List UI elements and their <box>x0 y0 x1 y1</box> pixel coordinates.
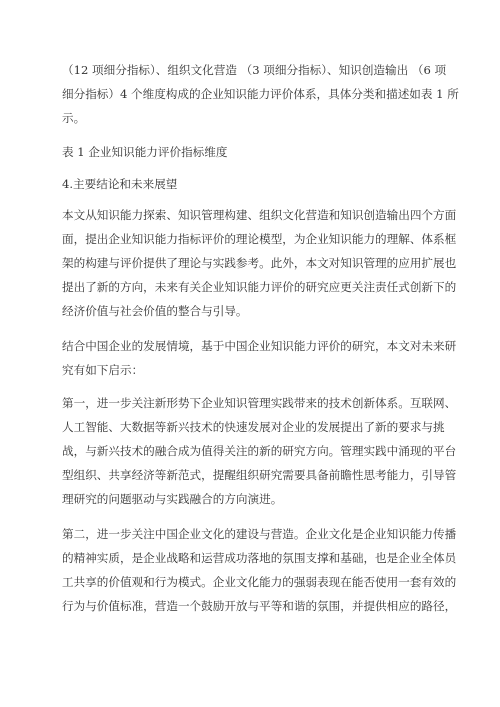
paragraph-second-implication <box>62 522 457 618</box>
text-line: 本文从知识能力探索、知识管理构建、组织文化营造和知识创造输出四个方面 <box>62 208 457 222</box>
text-line: 究有如下启示： <box>62 363 144 377</box>
text-line: 提出了新的方向，未来有关企业知识能力评价的研究应更关注责任式创新下的 <box>62 280 457 294</box>
text-line: 人工智能、大数据等新兴技术的快速发展对企业的发展提出了新的要求与挑 <box>62 420 445 434</box>
text-line: 第二，进一步关注中国企业文化的建设与营造。企业文化是企业知识能力传播 <box>62 527 457 541</box>
paragraph-implications-intro <box>62 334 457 382</box>
text-line: 架的构建与评价提供了理论与实践参考。此外，本文对知识管理的应用扩展也 <box>62 256 457 270</box>
table-caption <box>62 140 442 164</box>
text-line: （12 项细分指标）、组织文化营造 （3 项细分指标）、知识创造输出 （6 项 <box>62 63 447 77</box>
section-heading <box>62 172 442 196</box>
text-line: 理研究的问题驱动与实践融合的方向演进。 <box>62 492 283 506</box>
text-line: 示。 <box>62 111 86 125</box>
text-line: 第一，进一步关注新形势下企业知识管理实践带来的技术创新体系。互联网、 <box>62 396 457 410</box>
text-line: 行为与价值标准，营造一个鼓励开放与平等和谐的氛围，并提供相应的路径， <box>62 599 457 613</box>
text-line: 结合中国企业的发展情境，基于中国企业知识能力评价的研究，本文对未来研 <box>62 339 457 353</box>
text-line: 战，与新兴技术的融合成为值得关注的新的研究方向。管理实践中涌现的平台 <box>62 444 457 458</box>
paragraph-conclusions <box>62 203 457 323</box>
text-line: 型组织、共享经济等新范式，提醒组织研究需要具备前瞻性思考能力，引导管 <box>62 468 457 482</box>
text-line: 表 1 企业知识能力评价指标维度 <box>62 145 228 159</box>
text-line: 4.主要结论和未来展望 <box>62 177 178 191</box>
paragraph-indicator-summary <box>62 58 459 130</box>
text-line: 工共享的价值观和行为模式。企业文化能力的强弱表现在能否使用一套有效的 <box>62 575 457 589</box>
text-line: 经济价值与社会价值的整合与引导。 <box>62 304 248 318</box>
paragraph-first-implication <box>62 391 457 511</box>
text-line: 的精神实质，是企业战略和运营成功落地的氛围支撑和基础，也是企业全体员 <box>62 551 457 565</box>
text-line: 细分指标）4 个维度构成的企业知识能力评价体系，具体分类和描述如表 1 所 <box>62 87 459 101</box>
text-line: 面，提出企业知识能力指标评价的理论模型，为企业知识能力的理解、体系框 <box>62 232 457 246</box>
